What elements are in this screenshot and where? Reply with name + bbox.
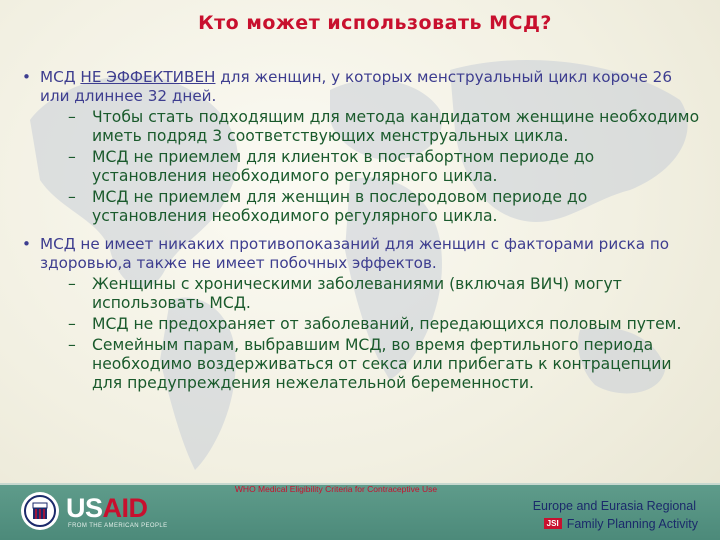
sub-dash: – (68, 275, 76, 293)
sub-dash: – (68, 336, 76, 354)
bullet-2-text: МСД не имеет никаких противопоказаний для женщин с факторами риска по здоровью,а также не имеет побочных эффектов. (40, 235, 670, 272)
sub-dash: – (68, 188, 76, 206)
bullet-1-sub-1-text: Чтобы стать подходящим для метода кандидатом женщине необходимо иметь подряд 3 соответствующих менструальных цикла. (92, 108, 700, 145)
bullet-2-sub-3-text: Семейным парам, выбравшим МСД, во время фертильного периода необходимо воздерживаться от секса или прибегать к контрацепции для предупреждения нежелательной беременности. (92, 336, 672, 392)
bullet-1-sub-3-text: МСД не приемлем для женщин в послеродовом периоде до установления необходимого регулярного цикла. (92, 188, 588, 225)
sub-dash: – (68, 315, 76, 333)
bullet-1-emphasis: НЕ ЭФФЕКТИВЕН (80, 68, 216, 86)
usaid-logo-us: US (66, 493, 103, 523)
usaid-logo-aid: AID (102, 493, 148, 523)
usaid-tagline: FROM THE AMERICAN PEOPLE (68, 523, 168, 529)
bullet-2 (22, 235, 702, 393)
bullet-1-symbol: • (22, 68, 31, 86)
bullet-1-prefix: МСД (40, 68, 81, 86)
bullet-1-sub-3 (40, 188, 702, 226)
org-name-line-2 (544, 517, 698, 531)
sub-dash: – (68, 108, 76, 126)
bullet-2-sub-1 (40, 275, 702, 313)
org-name-line-2-text: Family Planning Activity (566, 517, 698, 531)
bullet-1-sub-2-text: МСД не приемлем для клиенток в постабортном периоде до установления необходимого регулярного цикла. (92, 148, 595, 185)
usaid-logo (66, 493, 148, 524)
usaid-seal-icon (20, 491, 60, 531)
bullet-2-sub-3 (40, 336, 702, 393)
bullet-2-symbol: • (22, 235, 31, 253)
org-name-line-1: Europe and Eurasia Regional (532, 499, 696, 513)
bullet-1-sub-1 (40, 108, 702, 146)
bullet-2-sub-2-text: МСД не предохраняет от заболеваний, передающихся половым путем. (92, 315, 682, 333)
sub-dash: – (68, 148, 76, 166)
footer-caption: WHO Medical Eligibility Criteria for Contraceptive Use (234, 484, 438, 494)
bullet-1-sub-2 (40, 148, 702, 186)
slide-title: Кто может использовать МСД? (198, 12, 552, 34)
bullet-1-rest: для женщин, у которых менструальный цикл короче 26 или длиннее 32 дней. (40, 68, 672, 105)
bullet-2-sub-2 (40, 315, 702, 334)
slide-content (22, 68, 702, 402)
bullet-1 (22, 68, 702, 226)
bullet-2-sub-1-text: Женщины с хроническими заболеваниями (включая ВИЧ) могут использовать МСД. (92, 275, 622, 312)
jsi-logo: JSI (544, 518, 562, 529)
